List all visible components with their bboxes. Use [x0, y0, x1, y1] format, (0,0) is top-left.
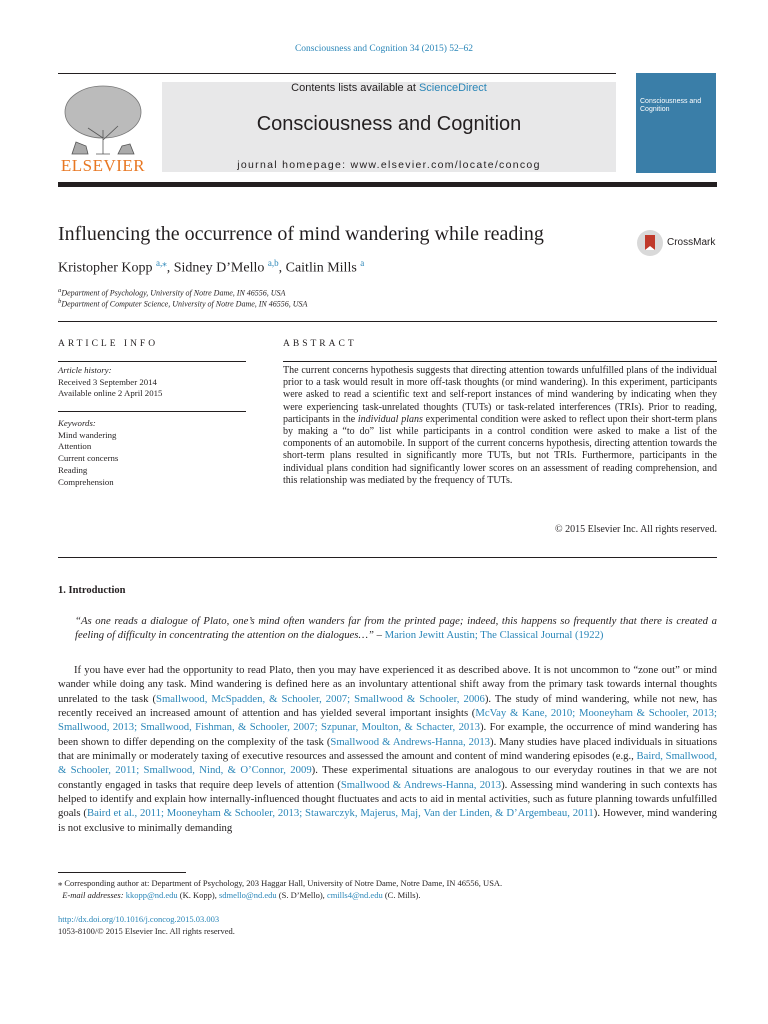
affiliation-mark: a: [58, 287, 62, 294]
author-name: Sidney D’Mello: [173, 260, 265, 276]
author-name: Caitlin Mills: [285, 260, 357, 276]
abstract-text: [283, 365, 717, 487]
email-link[interactable]: kkopp@nd.edu: [125, 889, 178, 900]
body-text: If you have ever had the opportunity to read Plato, then you may have experienced it as described above. It is not uncommon to “zone out” or mind wander while doing any task. Mind wandering is defined here as an involuntary attentional shift away from the primary task towards internal thoughts unrelated to the task (: [58, 664, 717, 705]
available-date: Available online 2 April 2015: [58, 388, 163, 399]
body-text: ). Many studies have placed individuals in situations that are minimally or moderately taxing of executive resources and assessed the amount and content of mind wandering episodes (e.g.,: [58, 735, 717, 763]
body-text: ). However, mind wandering is not exclusive to minimally demanding: [58, 807, 717, 834]
abstract-part: The current concerns hypothesis suggests that directing attention towards unfulfilled plans of the individual prior to a task would result in more off-task thoughts (or mind wandering). In this experiment, participants were asked to read a scientific text and self-report instances of mind wandering by indicating when they were experiencing task-unrelated thoughts (TUTs) or task-related interferences (TRIs). Prior to reading, participants in the: [283, 365, 717, 425]
section-rule: [58, 557, 717, 558]
body-text: ). Assessing mind wandering in such contexts has helped to identify and explain how internally-influenced thought fluctuates and acts to aid in mental activities, such as future planning towards unfulfilled goals (: [58, 778, 717, 820]
footnote-rule: [58, 872, 186, 873]
author-name: Kristopher Kopp: [58, 260, 153, 276]
received-date: Received 3 September 2014: [58, 376, 157, 387]
abstract-italic-term: individual plans: [357, 413, 423, 425]
crossmark-badge[interactable]: [636, 229, 718, 257]
keyword-item: Mind wandering: [58, 429, 117, 440]
crossmark-label: CrossMark: [667, 237, 716, 248]
article-info-heading: ARTICLE INFO: [58, 339, 159, 349]
corresponding-author-note: [58, 878, 717, 890]
email-link[interactable]: sdmello@nd.edu: [219, 889, 277, 900]
author-affiliation-mark[interactable]: a,b: [267, 258, 279, 268]
issn-line: 1053-8100/© 2015 Elsevier Inc. All rights reserved.: [58, 925, 235, 936]
affiliation-a: [58, 287, 285, 298]
quote-text: “As one reads a dialogue of Plato, one’s mind often wanders far from the printed page; indeed, this happens so frequently that there is created a feeling of difficulty in concentrating the attention on the dialogues…” –: [75, 615, 717, 642]
article-info-rule: [58, 361, 246, 362]
abstract-copyright: © 2015 Elsevier Inc. All rights reserved.: [554, 524, 717, 535]
citation-link[interactable]: Baird et al., 2011; Mooneyham & Schooler, 2013; Stawarczyk, Majerus, Maj, Van der Linden, & D’Argembeau, 2011: [86, 807, 594, 820]
body-text: ). For example, the occurrence of mind wandering has been shown to differ depending on the complexity of the task (: [58, 721, 718, 748]
keywords-block: [58, 418, 118, 488]
email-owner: (S. D’Mello),: [276, 889, 327, 900]
history-label: Article history:: [58, 365, 112, 375]
citation-link[interactable]: Baird, Smallwood, & Schooler, 2011; Smallwood, Nind, & O’Connor, 2009: [58, 750, 718, 777]
quote-source-link[interactable]: Marion Jewitt Austin; The Classical Journal (1922): [384, 629, 604, 642]
header-top-rule: [58, 73, 616, 74]
corresponding-text: Corresponding author at: Department of Psychology, 203 Haggar Hall, University of Notre Dame, Notre Dame, IN 46556, USA.: [64, 878, 503, 888]
cover-title: Consciousness and Cognition: [640, 98, 702, 113]
journal-homepage[interactable]: journal homepage: www.elsevier.com/locate/concog: [237, 159, 541, 171]
citation-link[interactable]: Smallwood & Andrews-Hanna, 2013: [340, 778, 502, 791]
contents-available-line: [162, 82, 616, 94]
abstract-rule: [283, 361, 717, 362]
crossmark-icon: [636, 229, 664, 257]
affiliation-b: [58, 298, 307, 309]
keyword-item: Comprehension: [58, 476, 114, 487]
keywords-label: Keywords:: [58, 418, 96, 428]
contents-prefix: Contents lists available at: [291, 82, 419, 94]
author-list: Kristopher Kopp $^{a,⁎}$, Sidney D’Mello $^{a,b}$, Caitlin Mills $^a$: [58, 258, 365, 276]
body-text: ). These experimental situations are analogous to our everyday routines in that we are not constantly engaged in tasks that require deep levels of attention (: [58, 764, 717, 791]
email-addresses: [58, 890, 717, 902]
header-bottom-rule: [58, 182, 717, 187]
email-label: E-mail addresses:: [62, 889, 124, 900]
journal-cover-image: [636, 73, 716, 173]
keyword-item: Current concerns: [58, 453, 119, 464]
email-owner: (C. Mills).: [382, 889, 421, 900]
author-affiliation-mark[interactable]: a: [360, 258, 365, 268]
keyword-item: Attention: [58, 441, 92, 452]
abstract-part: experimental condition were asked to reflect upon their short-term plans by making a “to do” list while participants in a control condition were asked to make a list of the components of an automobile. In support of the current concerns hypothesis, directing attention towards the short-term plans resulted in significantly more TUTs, but not TRIs. Furthermore, participants in the individual plans condition had significantly lower scores on an assessment of reading comprehension, and this relationship was mediated by the frequency of TUTs.: [283, 413, 717, 486]
sciencedirect-link[interactable]: ScienceDirect: [418, 82, 487, 94]
epigraph-quote: [75, 614, 717, 643]
affiliation-text: Department of Computer Science, University of Notre Dame, IN 46556, USA: [61, 299, 308, 309]
author-affiliation-mark[interactable]: a,⁎: [156, 258, 167, 268]
journal-citation-link[interactable]: Consciousness and Cognition 34 (2015) 52–62: [294, 44, 474, 54]
citation-link[interactable]: Smallwood & Andrews-Hanna, 2013: [330, 735, 491, 748]
article-info-rule: [58, 411, 246, 412]
article-history: [58, 365, 162, 400]
citation-link[interactable]: McVay & Kane, 2010; Mooneyham & Schooler, 2013; Smallwood, 2013; Smallwood, Fishman, & Schooler, 2007; Szpunar, Moulton, & Schacter, 2013: [58, 707, 717, 734]
affiliation-text: Department of Psychology, University of Notre Dame, IN 46556, USA: [61, 288, 286, 298]
section-heading-introduction: 1. Introduction: [58, 585, 126, 596]
footnote: [58, 878, 717, 901]
affiliation-mark: b: [58, 298, 62, 305]
body-text: ). The study of mind wandering, while not new, has recently received an increased amount of attention and has yielded several important insights (: [58, 692, 718, 720]
email-owner: (K. Kopp),: [177, 889, 219, 900]
footnote-mark: ⁎: [58, 878, 63, 888]
keyword-item: Reading: [58, 464, 88, 475]
elsevier-wordmark: ELSEVIER: [60, 156, 146, 175]
doi-link[interactable]: http://dx.doi.org/10.1016/j.concog.2015.03.003: [58, 914, 220, 924]
article-title: Influencing the occurrence of mind wandering while reading: [58, 223, 544, 245]
doi-block: [58, 914, 235, 937]
email-link[interactable]: cmills4@nd.edu: [326, 889, 383, 900]
abstract-heading: ABSTRACT: [283, 339, 357, 349]
intro-paragraph: [58, 663, 717, 835]
citation-link[interactable]: Smallwood, McSpadden, & Schooler, 2007; Smallwood & Schooler, 2006: [156, 692, 485, 705]
journal-title: Consciousness and Cognition: [256, 113, 522, 135]
section-rule: [58, 321, 717, 322]
